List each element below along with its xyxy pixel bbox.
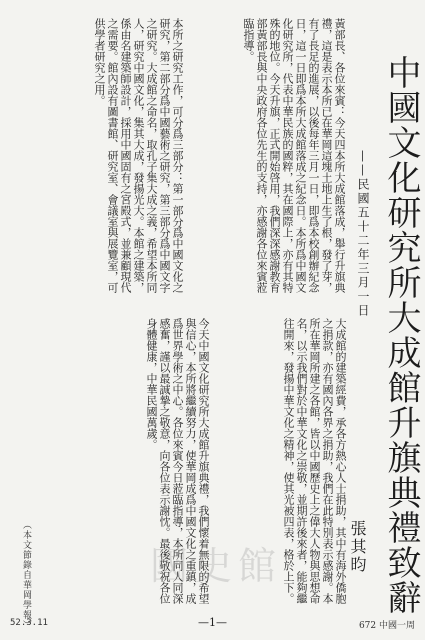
- body-text-column: 大成館的建築經費，承各方熱心人士捐助，其中有海外僑胞之捐款，亦有國內各界之捐助，我們在此特別表示感謝。本所在華岡所建之各館，皆以中國歷史上之偉大人物與思想命名，以示我們對於中華文化之崇敬，並期許後來者，能夠繼往開來，發揚中華文化之精神，使其光被四表，格於上下。: [282, 318, 347, 604]
- body-text-column: 本所之研究工作，可分爲三部分：第一部分爲中國文化之研究，第二部分爲中國藝術之研究，第三部分爲中國文字之研究。大成館之命名，取孔子集大成之義，希望本所同人，研究中國文化，集其大成，發揚光大。本館之建築，係由名建築師設計，採用中國固有之宮殿式，並兼顧現代之需要。館內設有圖書館、研究室、會議室與展覽室，可供學者研究之用。: [93, 18, 184, 293]
- body-text-column: 今天中國文化研究所大成館升旗典禮，我們懷着無限的希望與信心，本所將繼續努力，使華岡成爲中國文化之重鎮，成爲世界學術之中心。各位來賓今日蒞臨指導，本所同人同深感奮，謹以最誠摯之敬意，向各位表示謝忱。最後敬祝各位身體健康，中華民國萬歲。: [145, 318, 210, 604]
- archive-date-stamp: 52.3.11: [10, 618, 48, 628]
- page-number: —1—: [198, 616, 227, 629]
- speech-dateline: ——民國五十二年三月一日: [356, 150, 370, 318]
- body-text-column: 黃部長、各位來賓：今天四本所大成館落成，舉行升旗典禮，這是表示本所已在華岡這塊土地上生了根，發了芽，有了長足的進展，以後每年三月一日，即爲本校創辦紀念日，這一日即爲本所大成館落成之紀念日。本所爲中國文化研究所，代表中華民族的國粹，其在國際上，亦有其特殊的地位。今天升旗，正式開始啓用，我們深深感謝教育部黃部長與中央政府各位先生的支持，亦感謝各位來賓蒞臨指導。: [242, 18, 346, 293]
- speech-author: 張其昀: [348, 520, 367, 574]
- speech-title: 中國文化研究所大成館升旗典禮致辭: [381, 55, 421, 615]
- archive-watermark: 國史館: [150, 544, 283, 588]
- archive-reference: 672 中國一周: [358, 621, 415, 631]
- source-note: （本文節錄自華岡學報）: [21, 520, 31, 630]
